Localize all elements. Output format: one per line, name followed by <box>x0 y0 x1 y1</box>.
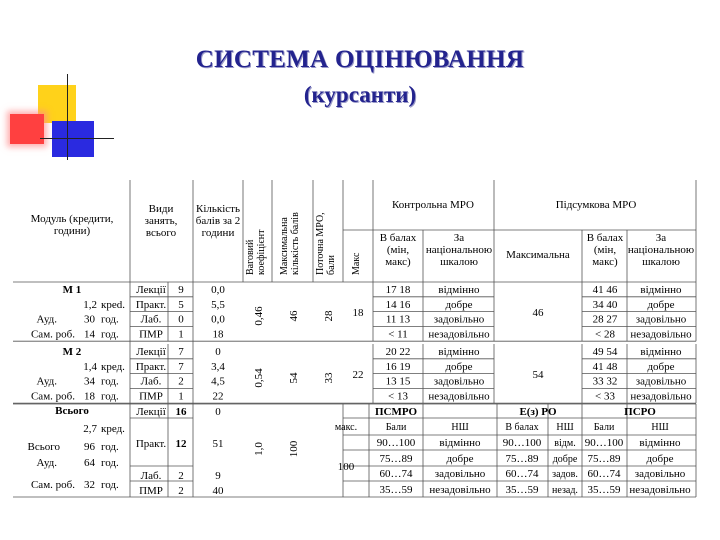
sub-national: НШ <box>556 422 574 433</box>
grade: добре <box>445 298 473 311</box>
scale-range: 60…74 <box>587 468 621 480</box>
ects-grade: задов. <box>552 469 578 480</box>
header-national-scale: За <box>453 232 465 244</box>
module-max-points: 54 <box>288 372 300 384</box>
activity-points: 9 <box>215 470 221 482</box>
module-weight: 0,46 <box>253 306 265 326</box>
scale-range: 60…74 <box>505 468 539 480</box>
header-activity-types: занять, <box>144 215 178 227</box>
final-range: 41 48 <box>592 360 618 373</box>
activity-points: 4,5 <box>211 375 225 388</box>
header-module: Модуль (кредити, <box>30 213 114 225</box>
grade: незадовільно <box>630 328 692 341</box>
total-sam-unit: год. <box>101 479 119 491</box>
module-aud-hours: 30 <box>84 313 95 326</box>
module-current-mro: 28 <box>323 310 335 322</box>
header-in-points: (мін, <box>593 244 617 256</box>
module-current-mro: 33 <box>323 372 335 384</box>
control-range: < 11 <box>388 328 408 341</box>
module-sam-hours: 14 <box>84 328 95 341</box>
grade: незадовільно <box>429 484 491 496</box>
activity-type: Лекції <box>136 284 166 296</box>
slide-subtitle: (курсанти) <box>303 82 417 107</box>
activity-type: Лаб. <box>140 375 162 388</box>
total-aud-unit: год. <box>101 457 119 469</box>
activity-hours: 9 <box>178 284 184 296</box>
grade: відмінно <box>640 284 682 296</box>
scale-range: 75…89 <box>505 453 539 465</box>
scale-range: 35…59 <box>379 484 413 496</box>
module-name: М 1 <box>62 284 82 296</box>
activity-hours: 2 <box>178 470 184 482</box>
grade: відмінно <box>438 346 480 358</box>
sub-points: Бали <box>385 422 407 433</box>
control-range: 17 18 <box>385 284 411 296</box>
grade: задовільно <box>434 468 486 480</box>
grade: незадовільно <box>630 390 692 403</box>
control-range: 20 22 <box>385 346 411 358</box>
header-national-scale: національною <box>627 244 695 256</box>
total-label: Всього <box>55 405 89 417</box>
control-max: 22 <box>352 369 364 381</box>
header-weight-coefficient: Ваговий <box>245 239 256 275</box>
module-sam-label: Сам. роб. <box>30 328 75 341</box>
final-range: 49 54 <box>592 346 618 358</box>
scale-range: 35…59 <box>505 484 539 496</box>
activity-hours: 1 <box>178 328 184 341</box>
total-max-100: 100 <box>337 461 355 473</box>
final-range: 34 40 <box>592 298 618 311</box>
sub-points: Бали <box>593 422 615 433</box>
header-points: Кількість <box>195 203 241 215</box>
activity-type: ПМР <box>139 390 163 403</box>
sub-national: НШ <box>451 422 469 433</box>
module-sam-hours: 18 <box>84 390 95 403</box>
final-max: 46 <box>532 307 544 319</box>
total-weight: 1,0 <box>253 442 265 456</box>
scale-range: 90…100 <box>376 437 416 449</box>
activity-hours: 2 <box>178 375 184 388</box>
grade: задовільно <box>433 313 485 326</box>
control-range: 13 15 <box>385 375 411 388</box>
scale-range: 35…59 <box>587 484 621 496</box>
header-final-mro: Підсумкова МРО <box>555 199 637 211</box>
sub-in-points: В балах <box>505 422 539 433</box>
grade: відмінно <box>640 346 682 358</box>
header-national-scale: національною <box>425 244 493 256</box>
activity-type: Лаб. <box>140 313 162 326</box>
total-credits: 2,7 <box>83 423 97 435</box>
activity-points: 18 <box>212 328 224 341</box>
total-max-points: 100 <box>288 440 300 458</box>
activity-type: ПМР <box>139 328 163 341</box>
activity-points: 5,5 <box>211 298 225 311</box>
grade: добре <box>646 453 674 465</box>
grade: добре <box>445 360 473 373</box>
module-sam-unit: год. <box>101 390 119 403</box>
header-control-mro: Контрольна МРО <box>392 199 474 211</box>
final-max: 54 <box>532 369 544 381</box>
scale-range: 90…100 <box>502 437 542 449</box>
grade: добре <box>647 360 675 373</box>
module-credits: 1,2 <box>83 298 97 311</box>
header-points: балів за 2 <box>195 215 241 227</box>
header-max-points: Максимальна <box>279 217 290 275</box>
grade: незадовільно <box>428 390 490 403</box>
activity-hours: 16 <box>175 406 187 418</box>
scale-range: 90…100 <box>584 437 624 449</box>
activity-points: 51 <box>212 438 224 450</box>
header-psmro: ПСМРО <box>374 406 418 418</box>
grade: задовільно <box>433 375 485 388</box>
header-national-scale: За <box>655 232 667 244</box>
grade: добре <box>446 453 474 465</box>
header-ects: Е(з) РО <box>519 406 557 418</box>
activity-type: Лекції <box>136 346 166 358</box>
activity-points: 0 <box>215 346 221 358</box>
control-range: 11 13 <box>385 313 411 326</box>
module-aud-label: Ауд. <box>36 375 57 388</box>
grade: відмінно <box>438 284 480 296</box>
grade: задовільно <box>634 468 686 480</box>
grade: незадовільно <box>629 484 691 496</box>
final-range: 28 27 <box>592 313 618 326</box>
scale-range: 60…74 <box>379 468 413 480</box>
activity-hours: 5 <box>178 298 184 311</box>
activity-hours: 2 <box>178 485 184 497</box>
module-aud-unit: год. <box>101 375 119 388</box>
slide-title: СИСТЕМА ОЦІНЮВАННЯ <box>195 46 525 73</box>
control-range: 14 16 <box>385 298 411 311</box>
header-current-mro: Поточна МРО, <box>315 212 326 275</box>
module-aud-unit: год. <box>101 313 119 326</box>
total-sam-hours: 32 <box>84 479 95 491</box>
module-aud-label: Ауд. <box>36 313 57 326</box>
header-activity-types: всього <box>145 227 177 239</box>
sub-national: НШ <box>651 422 669 433</box>
final-range: < 33 <box>595 390 615 403</box>
activity-hours: 7 <box>178 346 184 358</box>
module-credits-unit: кред. <box>101 360 125 373</box>
header-national-scale: шкалою <box>440 256 478 268</box>
control-max: 18 <box>352 307 364 319</box>
grade: відмінно <box>439 437 481 449</box>
module-sam-label: Сам. роб. <box>30 390 75 403</box>
grade: добре <box>647 298 675 311</box>
total-sam-label: Сам. роб. <box>30 479 75 491</box>
scale-range: 75…89 <box>379 453 413 465</box>
grade: задовільно <box>635 375 687 388</box>
activity-type: ПМР <box>139 485 163 497</box>
grade: задовільно <box>635 313 687 326</box>
total-credits-unit: кред. <box>101 423 125 435</box>
activity-type: Практ. <box>135 360 167 373</box>
module-credits-unit: крed. <box>101 298 125 311</box>
header-in-points: макс) <box>592 256 618 268</box>
header-national-scale: шкалою <box>642 256 680 268</box>
sub-max: макс. <box>334 422 358 433</box>
module-sam-unit: год. <box>101 328 119 341</box>
activity-hours: 0 <box>178 313 184 326</box>
header-points: години <box>201 227 235 239</box>
grade: відмінно <box>639 437 681 449</box>
activity-type: Практ. <box>135 298 167 311</box>
activity-hours: 12 <box>175 438 187 450</box>
header-psro: ПСРО <box>624 406 656 418</box>
control-range: < 13 <box>388 390 408 403</box>
header-in-points: В балах <box>586 232 624 244</box>
activity-type: Лаб. <box>140 470 162 482</box>
header-weight-coefficient: коефіцієнт <box>256 229 267 275</box>
ects-grade: добре <box>552 454 578 465</box>
ects-grade: відм. <box>554 438 576 449</box>
header-in-points: (мін, <box>386 244 410 256</box>
activity-points: 40 <box>212 485 224 497</box>
header-max-points: кількість балів <box>290 212 301 275</box>
activity-type: Практ. <box>135 438 167 450</box>
activity-points: 22 <box>212 390 224 403</box>
ects-grade: незад. <box>552 485 578 496</box>
final-range: < 28 <box>595 328 615 341</box>
activity-points: 3,4 <box>211 360 225 373</box>
grade: незадовільно <box>428 328 490 341</box>
module-max-points: 46 <box>288 310 300 322</box>
total-all-hours: 96 <box>84 441 95 453</box>
final-range: 41 46 <box>592 284 618 296</box>
control-range: 16 19 <box>385 360 411 373</box>
activity-points: 0,0 <box>211 313 225 326</box>
header-module: години) <box>53 225 91 237</box>
module-name: М 2 <box>62 346 82 358</box>
total-aud-hours: 64 <box>84 457 95 469</box>
total-all-label: Всього <box>27 441 60 453</box>
module-credits: 1,4 <box>83 360 97 373</box>
activity-points: 0,0 <box>211 284 225 296</box>
activity-hours: 7 <box>178 360 184 373</box>
activity-hours: 1 <box>178 390 184 403</box>
header-in-points: макс) <box>385 256 411 268</box>
scale-range: 75…89 <box>587 453 621 465</box>
module-aud-hours: 34 <box>84 375 95 388</box>
activity-points: 0 <box>215 406 221 418</box>
activity-type: Лекції <box>136 406 166 418</box>
header-in-points: В балах <box>379 232 417 244</box>
total-all-unit: год. <box>101 441 119 453</box>
header-max: Макс <box>351 252 362 275</box>
module-weight: 0,54 <box>253 368 265 388</box>
final-range: 33 32 <box>592 375 618 388</box>
header-activity-types: Види <box>148 203 174 215</box>
header-maximal: Максимальна <box>506 249 570 261</box>
header-current-mro: бали <box>326 255 337 275</box>
total-aud-label: Ауд. <box>36 457 57 469</box>
